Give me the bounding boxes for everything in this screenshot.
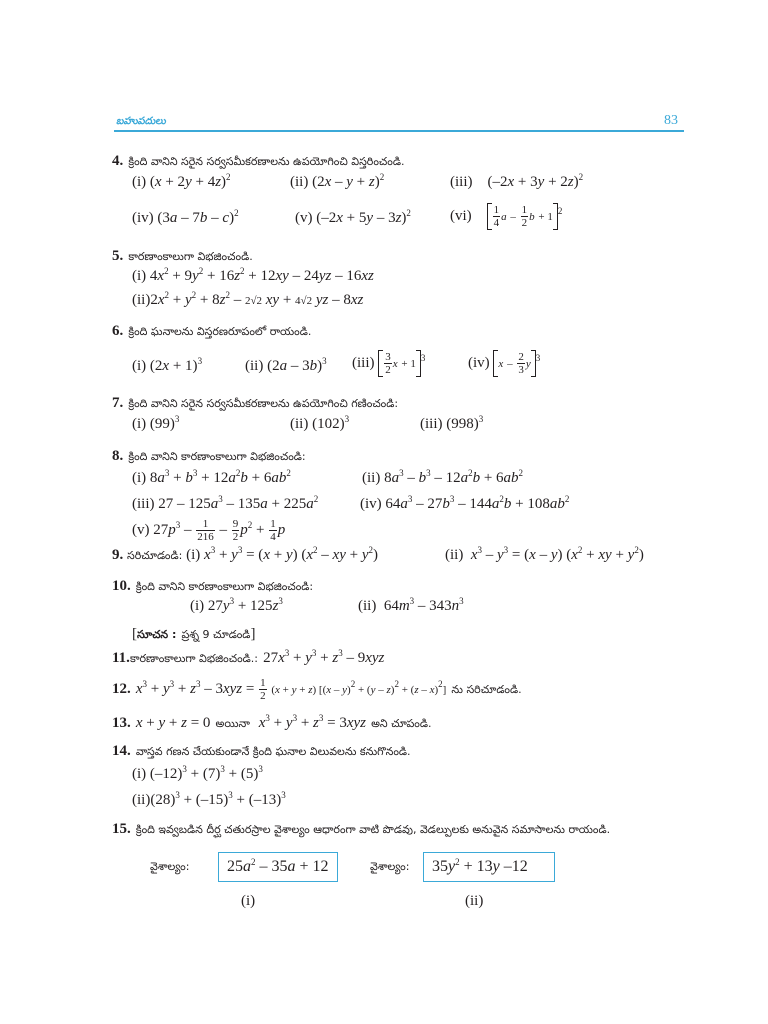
area-label-2: వైశాల్యం: <box>370 860 410 873</box>
question-14: 14. వాస్తవ గణన చేయకుండానే క్రింది ఘనాల విలువలను కనుగొనండి. <box>112 743 411 759</box>
question-10-i: (i) $27y^3 + 125z^3$ <box>190 596 283 614</box>
question-7-i: (i) $(99)^3$ <box>132 414 180 432</box>
question-7: 7. క్రింది వానిని సరైన సర్వసమీకరణాలను ఉపయోగించి గణించండి: <box>112 395 399 411</box>
question-14-ii: $(ii)(28)^3 + (-15)^3 + (-13)^3$ <box>132 790 286 808</box>
page-number: 83 <box>664 113 678 128</box>
question-15: 15. క్రింది ఇవ్వబడిన దీర్ఘ చతురస్రాల వైశాల్యం ఆధారంగా వాటి పొడవు, వెడల్పులకు అనువైన సమాసాలను రాయండి. <box>112 821 611 837</box>
question-6-iv: (iv) x – $\frac{2}{3}$ y $^3$ <box>468 351 541 376</box>
question-9: 9. సరిచూడండి: (i) $x^3 + y^3 = (x + y)$ ($x^2$ – xy + $y^2$) <box>112 545 379 563</box>
question-7-ii: (ii) $(102)^3$ <box>290 414 350 432</box>
question-4-text: క్రింది వానిని సరైన సర్వసమీకరణాలను ఉపయోగించి విస్తరించండి. <box>128 155 405 168</box>
question-4: 4. క్రింది వానిని సరైన సర్వసమీకరణాలను ఉపయోగించి విస్తరించండి. <box>112 153 405 169</box>
chapter-title: బహుపదులు <box>116 116 166 127</box>
question-6-i: (i) $(2x + 1)^3$ <box>132 356 203 374</box>
question-14-i: (i) $(-12)^3 + (7)^3 + (5)^3$ <box>132 764 263 782</box>
question-8-iii: (iii) $27 - 125a^3 - 135a + 225a^2$ <box>132 494 319 512</box>
question-5-i: (i) $4x^2 + 9y^2 + 16z^2 + 12xy - 24yz - 16xz$ <box>132 266 374 284</box>
question-5: 5. కారణాంకాలుగా విభజించండి. <box>112 248 253 264</box>
question-11: 11.కారణాంకాలుగా విభజించండి.: $27x^3 + y^3 + z^3 - 9xyz$ <box>112 648 385 666</box>
area-caption-2: (ii) <box>465 893 484 909</box>
question-8-v: (v) $27p^3$ – $\frac{1}{216}$ – $\frac{9}{2}$ $p^2$ + $\frac{1}{4}$ p <box>132 518 286 543</box>
area-caption-1: (i) <box>241 893 256 909</box>
question-4-vi: (vi) $\frac{1}{4}$ a – $\frac{1}{2}$ b + 1 $^2$ <box>450 204 563 229</box>
question-12: 12. $x^3 + y^3 + z^3 - 3xyz$ = $\frac{1}{2}$ (x + y + z) [(x – y)$^2$ + (y – z)$^2$ + (z – x)$^2$] ను సరిచూడండి. <box>112 677 522 702</box>
area-box-2: $35y^2 + 13y$ –12 <box>423 852 555 882</box>
question-10-hint: [సూచన : ప్రశ్న 9 చూడండి] <box>132 626 256 642</box>
question-10-ii: (ii) $64m^3 - 343n^3$ <box>358 596 464 614</box>
question-4-row-1: (i) $(x + 2y + 4z)^2$ <box>132 172 231 190</box>
question-6-ii: (ii) (2a – 3b)$^3$ <box>245 356 327 374</box>
question-7-iii: (iii) $(998)^3$ <box>420 414 484 432</box>
question-4-iii: (iii) $(-2x + 3y + 2z)^2$ <box>450 172 584 190</box>
question-6: 6. క్రింది ఘనాలను విస్తరణరూపంలో రాయండి. <box>112 323 312 339</box>
question-8: 8. క్రింది వానిని కారణాంకాలుగా విభజించండి: <box>112 448 306 464</box>
question-4-ii: (ii) $(2x - y + z)^2$ <box>290 172 385 190</box>
question-4-v: (v) $(-2x + 5y - 3z)^2$ <box>295 208 411 226</box>
header-rule <box>114 130 684 132</box>
question-5-ii: $(ii)2x^2 + y^2 + 8z^2 - 2√2$ xy + 4√2 yz – 8xz <box>132 290 364 308</box>
question-9-ii: (ii) $x^3 - y^3 = (x - y) (x^2$ + xy + $y^2$) <box>445 545 644 563</box>
area-box-1: $25a^2 - 35a + 12$ <box>218 852 338 882</box>
question-8-i: (i) $8a^3 + b^3 + 12a^2b + 6ab^2$ <box>132 468 291 486</box>
question-4-iv: (iv) (3a – 7b – c)$^2$ <box>132 208 239 226</box>
area-label-1: వైశాల్యం: <box>150 860 190 873</box>
question-8-iv: (iv) $64a^3 - 27b^3 - 144a^2b + 108ab^2$ <box>360 494 570 512</box>
question-6-iii: (iii) $\frac{3}{2}$ x + 1 $^3$ <box>352 351 426 376</box>
question-10: 10. క్రింది వానిని కారణాంకాలుగా విభజించండి: <box>112 578 314 594</box>
question-13: 13. x + y + z = 0 అయినా $x^3 + y^3 + z^3 = 3xyz$ అని చూపండి. <box>112 713 432 731</box>
question-8-ii: (ii) $8a^3 - b^3 - 12a^2b + 6ab^2$ <box>362 468 524 486</box>
